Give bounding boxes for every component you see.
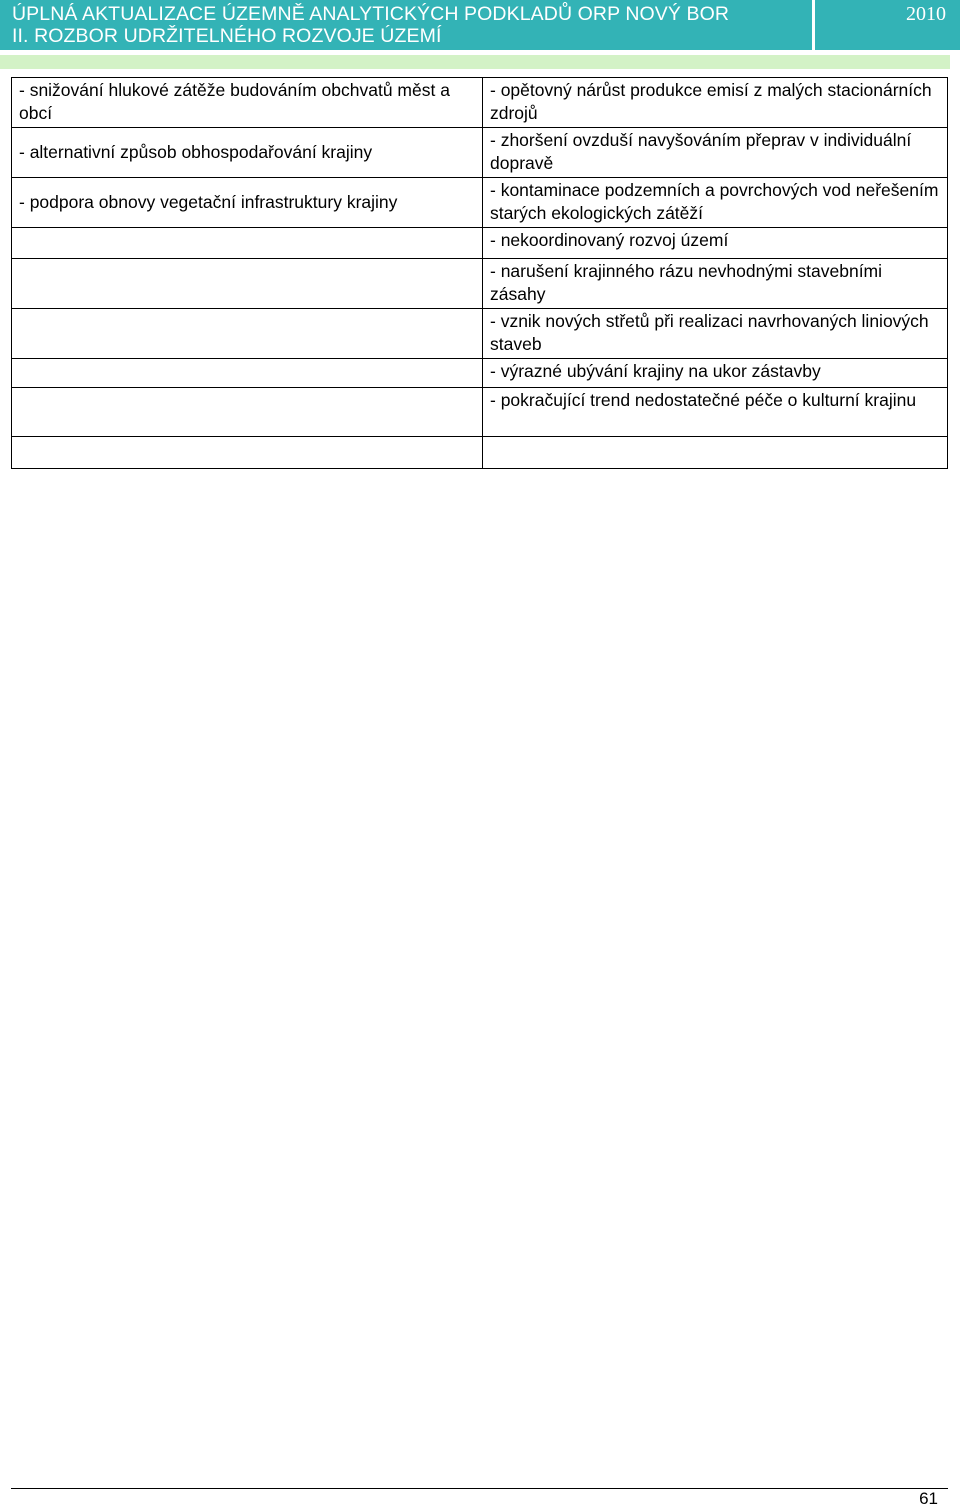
page-header bbox=[0, 0, 960, 52]
table-row bbox=[12, 178, 948, 228]
table-row bbox=[12, 359, 948, 388]
table-cell-opportunity bbox=[12, 259, 483, 309]
table-cell-threat: - nekoordinovaný rozvoj území bbox=[483, 228, 948, 259]
table-cell-threat: - vznik nových střetů při realizaci navrhovaných liniových staveb bbox=[483, 309, 948, 359]
swot-table bbox=[11, 77, 948, 469]
table-cell-opportunity bbox=[12, 388, 483, 437]
table-row bbox=[12, 388, 948, 437]
header-year: 2010 bbox=[906, 3, 946, 25]
table-cell-threat: - opětovný nárůst produkce emisí z malých stacionárních zdrojů bbox=[483, 78, 948, 128]
footer-divider bbox=[11, 1488, 948, 1489]
header-title-line1: ÚPLNÁ AKTUALIZACE ÚZEMNĚ ANALYTICKÝCH PODKLADŮ ORP NOVÝ BOR bbox=[12, 3, 730, 25]
table-cell-opportunity bbox=[12, 309, 483, 359]
header-accent-bar bbox=[0, 55, 950, 69]
header-year-block bbox=[815, 0, 960, 50]
table-cell-opportunity bbox=[12, 437, 483, 469]
table-cell-opportunity: - podpora obnovy vegetační infrastruktury krajiny bbox=[12, 178, 483, 228]
table-cell-threat: - pokračující trend nedostatečné péče o kulturní krajinu bbox=[483, 388, 948, 437]
page-number: 61 bbox=[919, 1489, 938, 1508]
header-title-line2: II. ROZBOR UDRŽITELNÉHO ROZVOJE ÚZEMÍ bbox=[12, 25, 442, 47]
table-cell-threat: - zhoršení ovzduší navyšováním přeprav v individuální dopravě bbox=[483, 128, 948, 178]
table-row bbox=[12, 128, 948, 178]
table-row bbox=[12, 437, 948, 469]
table-row bbox=[12, 309, 948, 359]
table-cell-threat bbox=[483, 437, 948, 469]
table-row bbox=[12, 259, 948, 309]
table-row bbox=[12, 78, 948, 128]
table-cell-opportunity: - alternativní způsob obhospodařování krajiny bbox=[12, 128, 483, 178]
table-cell-threat: - kontaminace podzemních a povrchových vod neřešením starých ekologických zátěží bbox=[483, 178, 948, 228]
header-title-block bbox=[0, 0, 812, 50]
table-cell-opportunity bbox=[12, 359, 483, 388]
table-cell-threat: - výrazné ubývání krajiny na ukor zástavby bbox=[483, 359, 948, 388]
table-cell-opportunity: - snižování hlukové zátěže budováním obchvatů měst a obcí bbox=[12, 78, 483, 128]
table-row bbox=[12, 228, 948, 259]
table-cell-threat: - narušení krajinného rázu nevhodnými stavebními zásahy bbox=[483, 259, 948, 309]
table-cell-opportunity bbox=[12, 228, 483, 259]
